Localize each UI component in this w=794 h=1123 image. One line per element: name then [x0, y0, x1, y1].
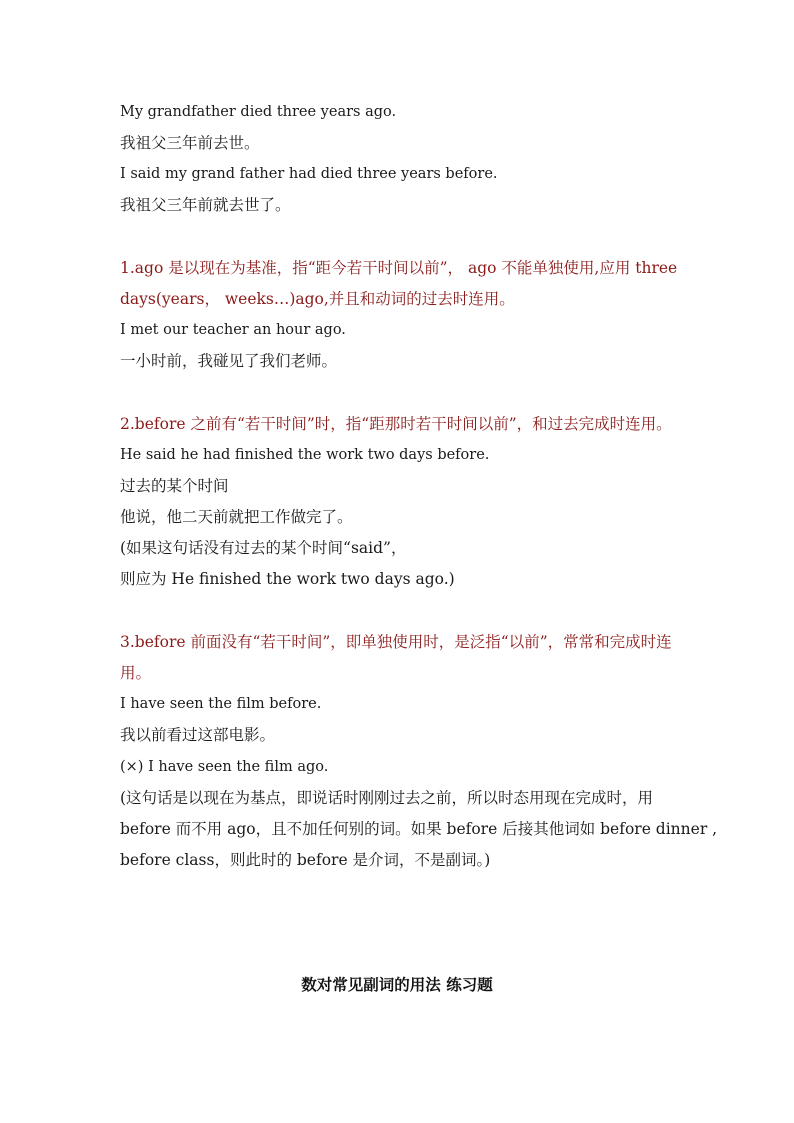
example-sentence: I said my grand father had died three years before. — [120, 166, 498, 182]
example-sentence: My grandfather died three years ago. — [120, 104, 397, 120]
example-translation: 我以前看过这部电影。 — [120, 726, 276, 744]
example-wrong-sentence: (×) I have seen the film ago. — [120, 759, 329, 775]
example-note: (如果这句话没有过去的某个时间“said”， — [120, 539, 407, 557]
rule-before-2-line2: 用。 — [120, 664, 152, 682]
rule-before-1: 2.before 之前有“若干时间”时，指“距那时若干时间以前”，和过去完成时连用。 — [120, 415, 672, 433]
rule-ago-line1: 1.ago 是以现在为基准，指“距今若干时间以前”， ago 不能单独使用,应用 three — [120, 259, 678, 277]
explanation-line: (这句话是以现在为基点，即说话时刚刚过去之前，所以时态用现在完成时，用 — [120, 789, 654, 807]
example-sentence: I met our teacher an hour ago. — [120, 322, 346, 338]
rule-before-2-line1: 3.before 前面没有“若干时间”，即单独使用时，是泛指“以前”，常常和完成时连 — [120, 633, 672, 651]
example-note: 过去的某个时间 — [120, 477, 229, 495]
section-title: 数对常见副词的用法 练习题 — [301, 975, 493, 994]
example-sentence: He said he had finished the work two days before. — [120, 447, 490, 463]
example-translation: 我祖父三年前就去世了。 — [120, 196, 291, 214]
example-translation: 我祖父三年前去世。 — [120, 134, 260, 152]
example-note: 则应为 He finished the work two days ago.) — [120, 570, 455, 588]
example-translation: 一小时前，我碰见了我们老师。 — [120, 352, 338, 370]
example-translation: 他说，他二天前就把工作做完了。 — [120, 508, 353, 526]
example-sentence: I have seen the film before. — [120, 696, 322, 712]
explanation-line: before class，则此时的 before 是介词，不是副词。) — [120, 851, 491, 869]
rule-ago-line2: days(years， weeks…)ago,并且和动词的过去时连用。 — [120, 290, 515, 308]
explanation-line: before 而不用 ago，且不加任何别的词。如果 before 后接其他词如 before dinner , — [120, 820, 718, 838]
